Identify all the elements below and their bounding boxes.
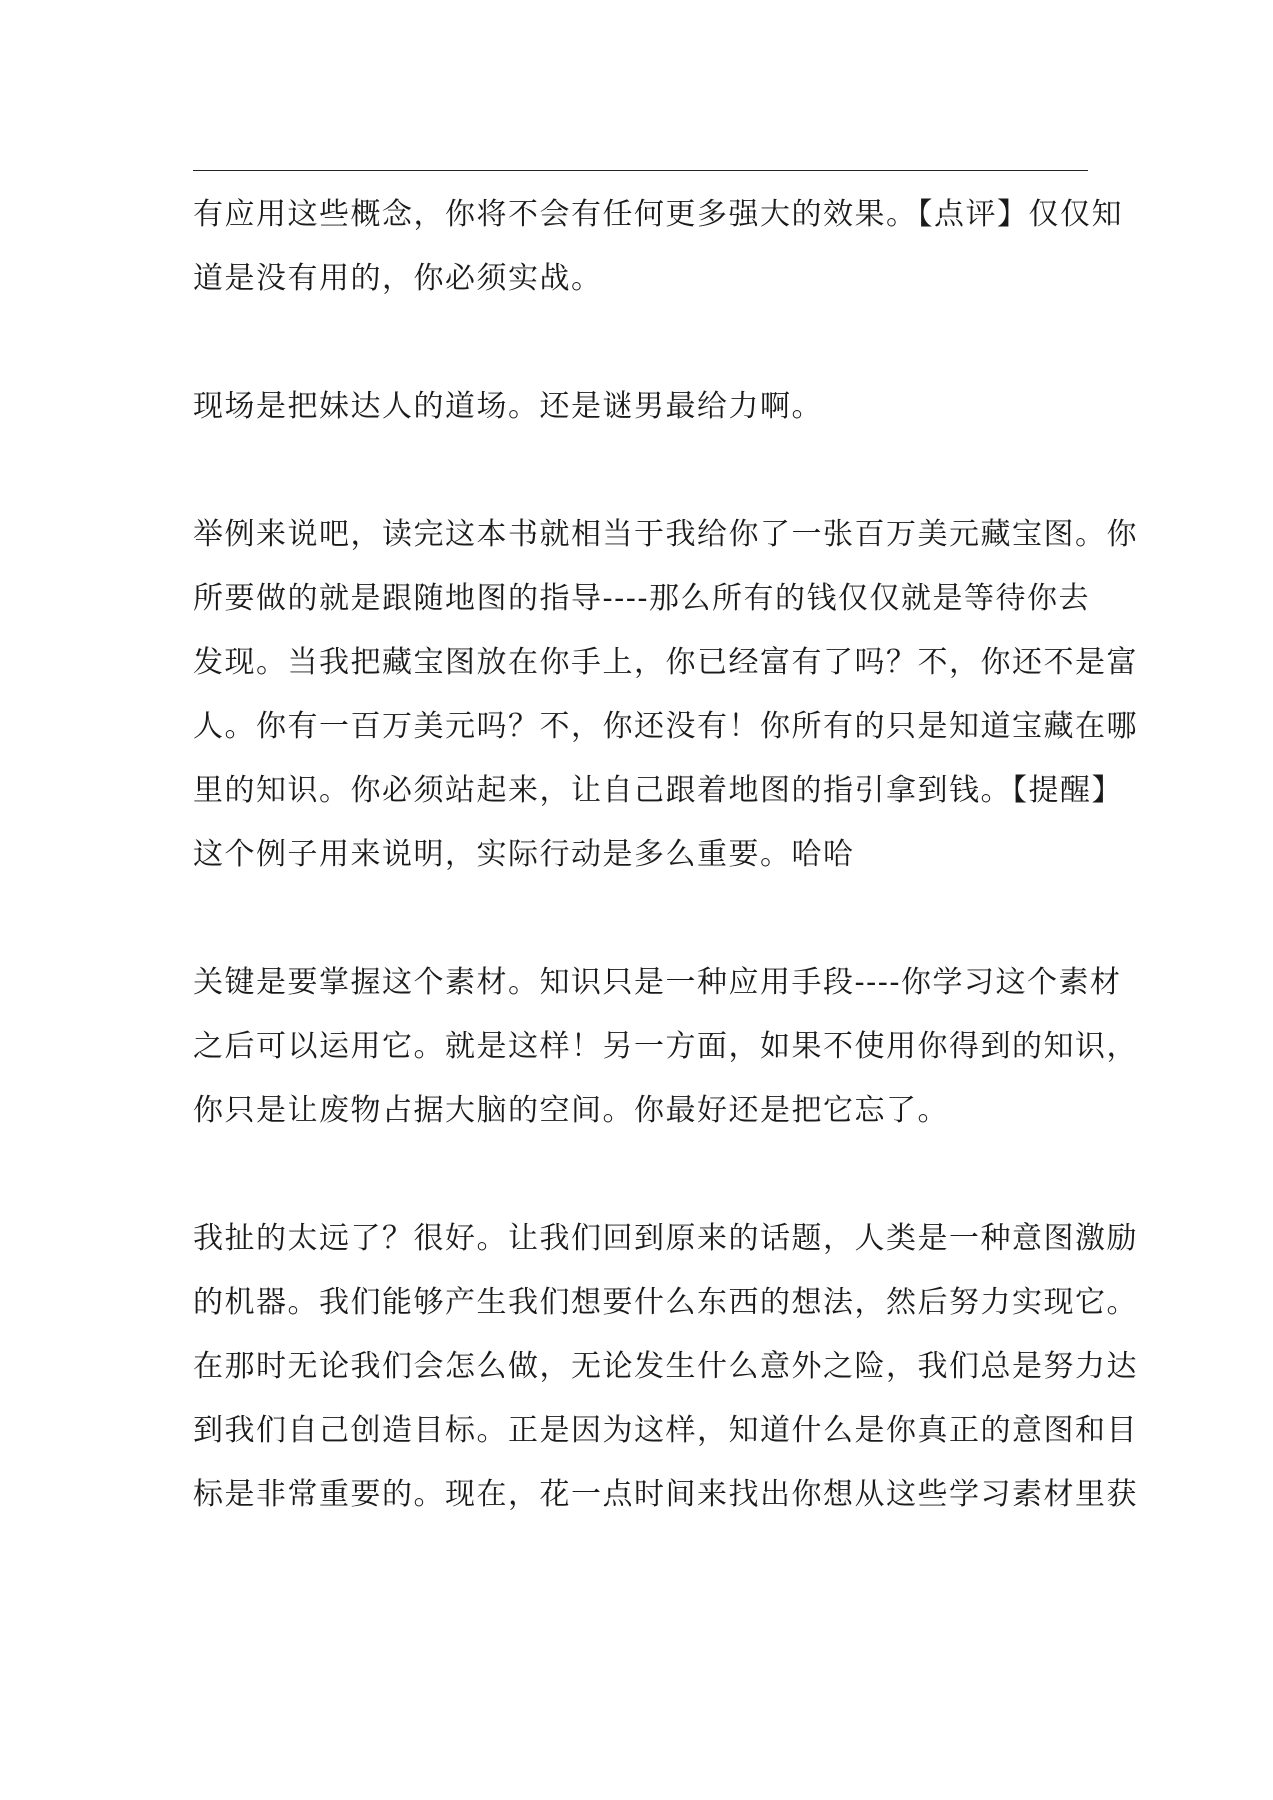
paragraph-1 (193, 183, 1123, 311)
text-line: 人。你有一百万美元吗？不，你还没有！你所有的只是知道宝藏在哪 (193, 709, 1138, 744)
text-line: 你只是让废物占据大脑的空间。你最好还是把它忘了。 (193, 1093, 949, 1128)
text-line: 现场是把妹达人的道场。还是谜男最给力啊。 (193, 389, 823, 424)
text-line: 举例来说吧，读完这本书就相当于我给你了一张百万美元藏宝图。你 (193, 517, 1138, 552)
paragraph-2 (193, 375, 1088, 439)
text-line: 发现。当我把藏宝图放在你手上，你已经富有了吗？不，你还不是富 (193, 645, 1138, 680)
text-line: 到我们自己创造目标。正是因为这样，知道什么是你真正的意图和目 (193, 1413, 1138, 1448)
text-line: 的机器。我们能够产生我们想要什么东西的想法，然后努力实现它。 (193, 1285, 1138, 1320)
text-line: 关键是要掌握这个素材。知识只是一种应用手段----你学习这个素材 (193, 965, 1122, 1000)
paragraph-3 (193, 503, 1138, 887)
text-line: 在那时无论我们会怎么做，无论发生什么意外之险，我们总是努力达 (193, 1349, 1138, 1384)
text-line: 里的知识。你必须站起来，让自己跟着地图的指引拿到钱。【提醒】 (193, 773, 1123, 808)
text-line: 这个例子用来说明，实际行动是多么重要。哈哈 (193, 837, 855, 872)
header-rule (193, 170, 1088, 171)
text-line: 标是非常重要的。现在，花一点时间来找出你想从这些学习素材里获 (193, 1477, 1138, 1512)
body-text (193, 183, 1138, 1591)
paragraph-5 (193, 1207, 1138, 1527)
text-line: 道是没有用的，你必须实战。 (193, 261, 603, 296)
text-line: 所要做的就是跟随地图的指导----那么所有的钱仅仅就是等待你去 (193, 581, 1091, 616)
text-line: 之后可以运用它。就是这样！另一方面，如果不使用你得到的知识， (193, 1029, 1138, 1064)
paragraph-4 (193, 951, 1138, 1143)
text-line: 有应用这些概念，你将不会有任何更多强大的效果。【点评】仅仅知 (193, 197, 1123, 232)
text-line: 我扯的太远了？很好。让我们回到原来的话题，人类是一种意图激励 (193, 1221, 1138, 1256)
